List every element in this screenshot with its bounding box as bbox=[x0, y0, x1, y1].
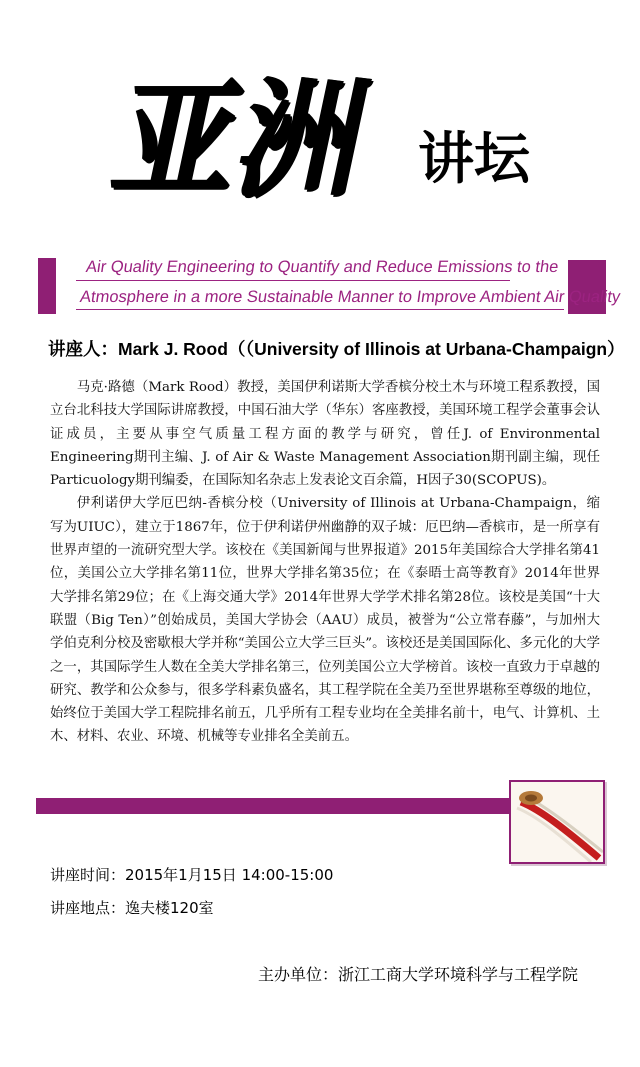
topic-bar-left bbox=[38, 258, 56, 314]
topic-rule-2 bbox=[76, 309, 564, 310]
topic-line-1: Air Quality Engineering to Quantify and Reduce Emissions to the bbox=[84, 258, 560, 276]
topic-rule-1 bbox=[76, 280, 510, 281]
bio-paragraph-2: 伊利诺伊大学厄巴纳-香槟分校（University of Illinois at Urbana-Champaign，缩写为UIUC），建立于1867年，位于伊利诺伊州幽静的双子城：厄巴纳—香槟市，是一所享有世界声望的一流研究型大学。该校在《美国新闻与世界报道》2015年美国综合大学排名第41位，美国公立大学排名第11位，世界大学排名第35位；在《泰晤士高等教育》2014年世界大学排名第29位；在《上海交通大学》2014年世界大学学术排名第28位。该校是美国“十大联盟（Big Ten）”创始成员，美国大学协会（AAU）成员，被誉为“公立常春藤”，与加州大学伯克利分校及密歇根大学并称“美国公立大学三巨头”。该校还是美国国际化、多元化的大学之一，其国际学生人数在全美大学排名第三，位列美国公立大学榜首。该校一直致力于卓越的研究、教学和公众参与，很多学科素负盛名，其工程学院在全美乃至世界堪称至尊级的地位，始终位于美国大学工程院排名前五，几乎所有工程专业均在全美排名前十，电气、计算机、土木、材料、农业、环境、机械等专业排名全美前五。 bbox=[50, 496, 600, 745]
topic-line-2: Atmosphere in a more Sustainable Manner to Improve Ambient Air Quality bbox=[78, 288, 622, 306]
decorative-bar bbox=[36, 798, 510, 814]
lecture-time: 讲座时间：2015年1月15日 14:00-15:00 bbox=[50, 866, 334, 884]
bio-text bbox=[50, 376, 600, 749]
decorative-photo bbox=[509, 780, 605, 864]
bio-paragraph-1: 马克·路德（Mark Rood）教授，美国伊利诺斯大学香槟分校土木与环境工程系教授，国立台北科技大学国际讲席教授，中国石油大学（华东）客座教授，美国环境工程学会董事会认证成员，主要从事空气质量工程方面的教学与研究，曾任J. of Environmental Engineering期刊主编、J. of Air & Waste Management Association期刊副主编，现任Particuology期刊编委，在国际知名杂志上发表论文百余篇，H因子30(SCOPUS)。 bbox=[50, 380, 600, 489]
speaker-line: 讲座人：Mark J. Rood（（University of Illinois at Urbana-Champaign） bbox=[48, 339, 625, 359]
host-organization: 主办单位：浙江工商大学环境科学与工程学院 bbox=[258, 965, 579, 984]
poster-subtitle: 讲坛 bbox=[418, 127, 530, 192]
lecture-place: 讲座地点：逸夫楼120室 bbox=[50, 899, 214, 917]
ribbon-scroll-icon bbox=[511, 782, 603, 862]
poster-title: 亚洲 bbox=[101, 63, 383, 215]
